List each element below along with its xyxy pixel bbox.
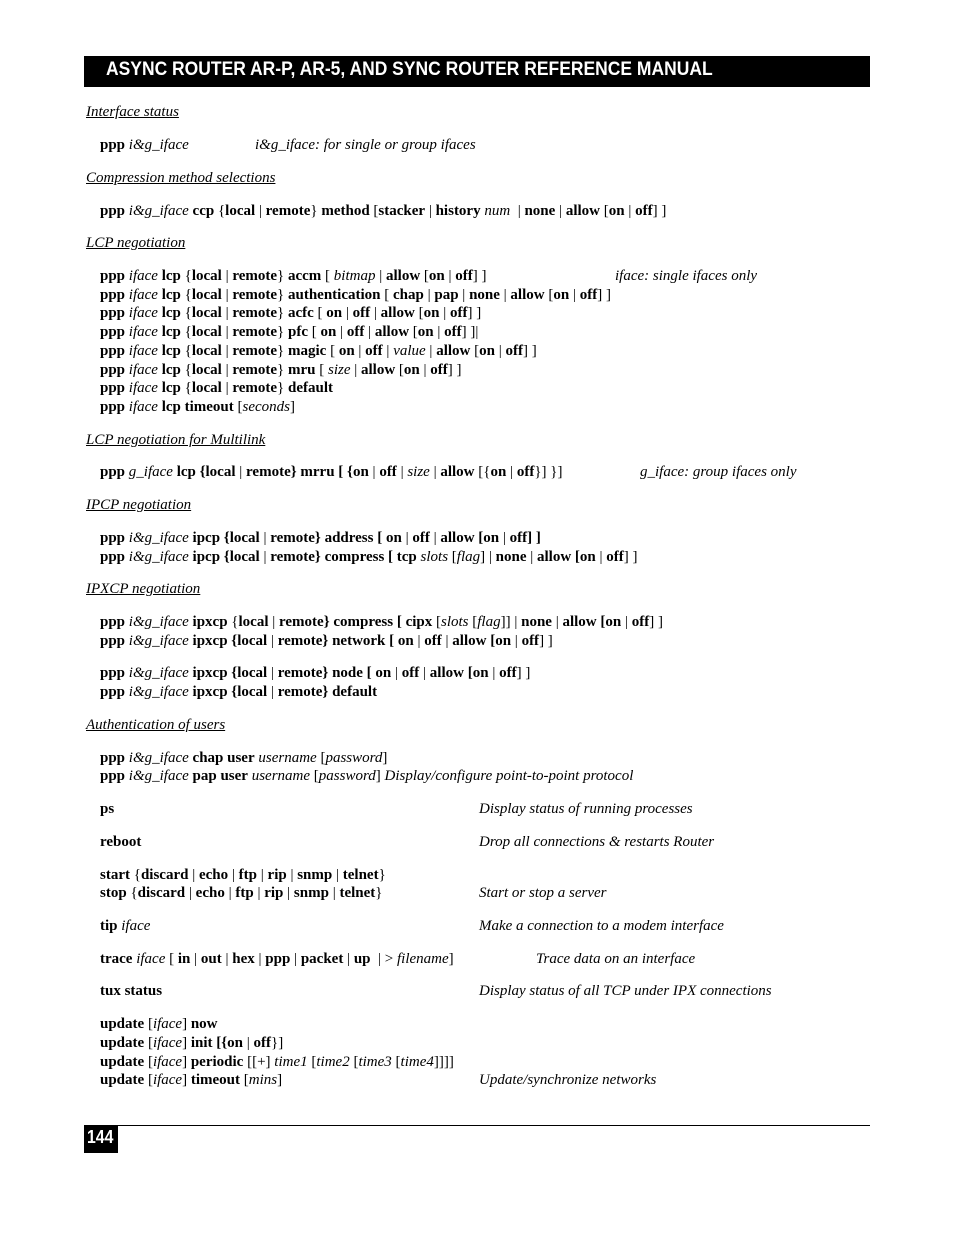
command-description: Drop all connections & restarts Router <box>479 834 715 850</box>
command-line: ppp i&g_iface chap user username [password] <box>100 750 388 766</box>
command-description: iface: single ifaces only <box>615 268 758 284</box>
command-description: i&g_iface: for single or group ifaces <box>255 137 476 153</box>
command-line: ppp i&g_iface ccp {local | remote} method [stacker | history num | none | allow [on | off] ] <box>100 203 667 219</box>
section-title-auth: Authentication of users <box>86 717 226 733</box>
command-line: tip iface <box>100 918 151 934</box>
section-title-ipcp: IPCP negotiation <box>86 497 192 513</box>
command-line: ppp i&g_iface ipxcp {local | remote} default <box>100 684 378 700</box>
command-line: start {discard | echo | ftp | rip | snmp | telnet} <box>100 867 386 883</box>
page-header-title: ASYNC ROUTER AR-P, AR-5, AND SYNC ROUTER REFERENCE MANUAL <box>106 59 713 80</box>
command-line: ppp iface lcp {local | remote} mru [ size | allow [on | off] ] <box>100 362 462 378</box>
command-line: reboot <box>100 834 142 850</box>
command-line: ppp iface lcp {local | remote} default <box>100 380 333 396</box>
command-line: ppp i&g_iface ipxcp {local | remote} compress [ cipx [slots [flag]] | none | allow [on | off] ] <box>100 614 663 630</box>
section-title-lcp-multilink: LCP negotiation for Multilink <box>86 432 266 448</box>
command-line: ppp i&g_iface ipxcp {local | remote} network [ on | off | allow [on | off] ] <box>100 633 553 649</box>
command-description: Update/synchronize networks <box>479 1072 657 1088</box>
command-line: ppp iface lcp {local | remote} magic [ on | off | value | allow [on | off] ] <box>100 343 537 359</box>
command-line: ppp iface lcp {local | remote} acfc [ on | off | allow [on | off] ] <box>100 305 482 321</box>
command-description: g_iface: group ifaces only <box>640 464 797 480</box>
command-line: trace iface [ in | out | hex | ppp | packet | up | > filename] <box>100 951 454 967</box>
command-line: stop {discard | echo | ftp | rip | snmp | telnet} <box>100 885 383 901</box>
command-line: ppp i&g_iface ipcp {local | remote} address [ on | off | allow [on | off] ] <box>100 530 541 546</box>
command-line: ppp i&g_iface ipxcp {local | remote} node [ on | off | allow [on | off] ] <box>100 665 531 681</box>
footer-rule <box>84 1125 870 1126</box>
command-line: update [iface] periodic [[+] time1 [time2 [time3 [time4]]]] <box>100 1054 454 1070</box>
command-description: Trace data on an interface <box>536 951 696 967</box>
page-number-box <box>84 1125 118 1153</box>
command-line: tux status <box>100 983 163 999</box>
command-line: update [iface] now <box>100 1016 218 1032</box>
command-line: ppp iface lcp {local | remote} authentication [ chap | pap | none | allow [on | off] ] <box>100 287 611 303</box>
command-line: update [iface] timeout [mins] <box>100 1072 283 1088</box>
command-description: Display status of running processes <box>479 801 693 817</box>
command-description: Make a connection to a modem interface <box>479 918 724 934</box>
section-title-ipxcp: IPXCP negotiation <box>86 581 201 597</box>
command-line: update [iface] init [{on | off}] <box>100 1035 284 1051</box>
command-description: Display/configure point-to-point protocol <box>384 768 634 784</box>
page-number: 144 <box>87 1127 114 1147</box>
command-line: ppp i&g_iface <box>100 137 189 153</box>
command-description: Display status of all TCP under IPX connections <box>479 983 772 999</box>
command-line: ppp iface lcp {local | remote} accm [ bitmap | allow [on | off] ] <box>100 268 487 284</box>
command-line: ppp iface lcp timeout [seconds] <box>100 399 296 415</box>
command-description: Start or stop a server <box>479 885 607 901</box>
page-header-bar <box>84 56 870 87</box>
command-line: ppp i&g_iface ipcp {local | remote} compress [ tcp slots [flag] | none | allow [on | off] ] <box>100 549 638 565</box>
command-line: ps <box>100 801 115 817</box>
command-line: ppp g_iface lcp {local | remote} mrru [ {on | off | size | allow [{on | off}] }] <box>100 464 563 480</box>
command-line: ppp i&g_iface pap user username [password] Display/configure point-to-point protocol <box>100 768 634 784</box>
section-title-interface-status: Interface status <box>86 104 179 120</box>
command-line: ppp iface lcp {local | remote} pfc [ on | off | allow [on | off] ]| <box>100 324 479 340</box>
section-title-compression: Compression method selections <box>86 170 276 186</box>
section-title-lcp: LCP negotiation <box>86 235 186 251</box>
